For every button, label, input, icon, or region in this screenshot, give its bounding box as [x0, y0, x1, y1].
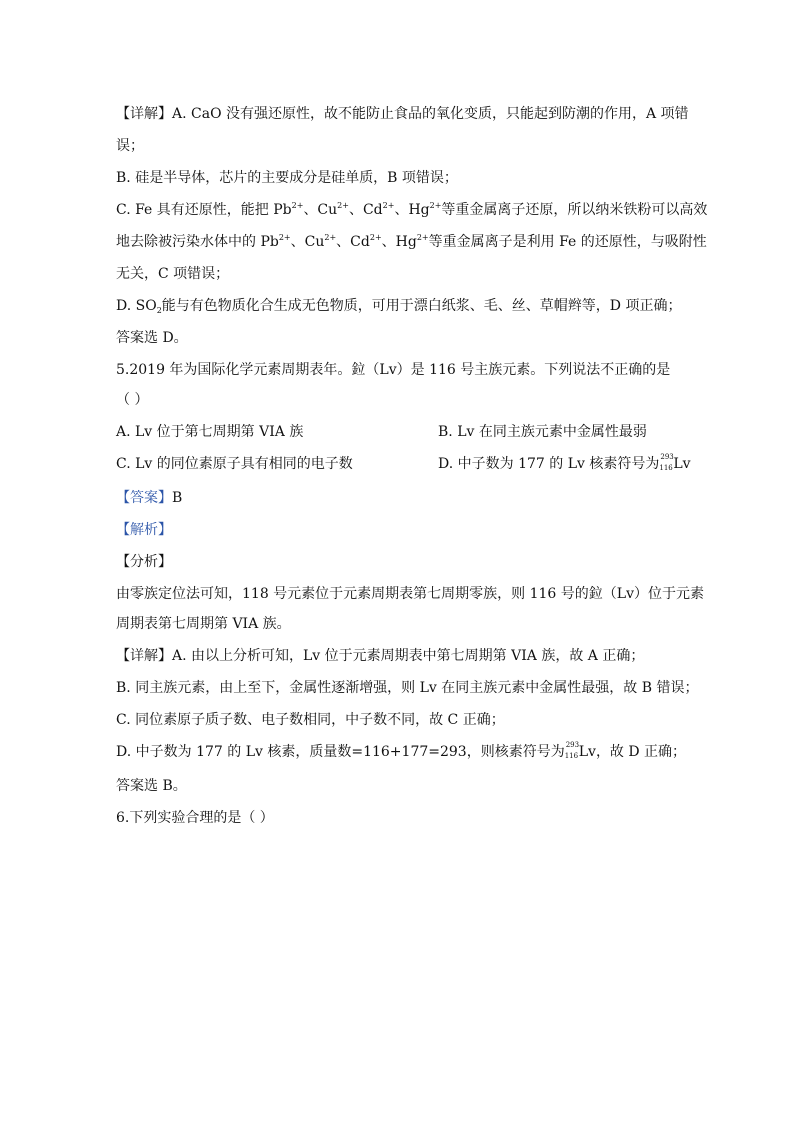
q4-detail-b: B. 硅是半导体，芯片的主要成分是硅单质，B 项错误；: [116, 170, 458, 186]
jiexi-label: 【解析】: [116, 522, 172, 538]
q4-detail-c-line3: 无关，C 项错误；: [116, 266, 230, 282]
q5-answer: 答案选 B。: [116, 778, 187, 794]
option-b: B. Lv 在同主族元素中金属性最弱: [438, 424, 647, 440]
q4-detail-a-line2: 误；: [116, 138, 144, 154]
nuclide-notation: 293 116: [564, 741, 580, 760]
q6-stem: 6.下列实验合理的是（ ）: [116, 810, 274, 826]
q5-detail-b: B. 同主族元素，由上至下，金属性逐渐增强，则 Lv 在同主族元素中金属性最强，故 B 错误；: [116, 680, 699, 696]
q4-answer: 答案选 D。: [116, 330, 188, 346]
q5-detail-c: C. 同位素原子质子数、电子数相同，中子数不同，故 C 正确；: [116, 712, 505, 728]
q5-options-row2: [116, 454, 696, 474]
detail-label: 【详解】: [116, 648, 172, 664]
q5-detail-a: 【详解】A. 由以上分析可知，Lv 位于元素周期表中第七周期第 VIA 族，故 A 正确；: [116, 648, 645, 664]
detail-label: 【详解】: [116, 106, 172, 122]
q5-options-row1: [116, 422, 676, 442]
q4-detail-a-line1: 【详解】A. CaO 没有强还原性，故不能防止食品的氧化变质，只能起到防潮的作用，A 项错: [116, 106, 689, 122]
nuclide-notation: 293 116: [659, 453, 674, 472]
q5-analysis-line2: 周期表第七周期第 VIA 族。: [116, 616, 291, 632]
q5-analysis-line1: 由零族定位法可知，118 号元素位于元素周期表第七周期零族，则 116 号的鉝（Lv）位于元素: [116, 586, 704, 602]
fenxi-label: 【分析】: [116, 554, 172, 570]
answer-label: 【答案】: [116, 490, 172, 506]
answer-value: B: [172, 490, 183, 506]
q5-stem-line1: 5.2019 年为国际化学元素周期表年。鉝（Lv）是 116 号主族元素。下列说法不正确的是: [116, 362, 671, 378]
option-a: A. Lv 位于第七周期第 VIA 族: [116, 424, 304, 440]
option-d: D. 中子数为 177 的 Lv 核素符号为 293 116 Lv: [438, 453, 691, 472]
q4-detail-d: D. $SO_2$能与有色物质化合生成无色物质，可用于漂白纸浆、毛、丝、草帽辫等，D 项正确；: [116, 298, 682, 315]
q5-stem-line2: （ ）: [116, 392, 149, 408]
answer-line: [116, 488, 182, 508]
option-c: C. Lv 的同位素原子具有相同的电子数: [116, 456, 353, 472]
q4-detail-c-line2: 地去除被污染水体中的 $Pb^{2+}$、$Cu^{2+}$、$Cd^{2+}$、$Hg^{2+}$等重金属离子是利用 Fe 的还原性，与吸附性: [116, 233, 707, 250]
q4-detail-c-line1: C. Fe 具有还原性，能把 $Pb^{2+}$、$Cu^{2+}$、$Cd^{2+}$、$Hg^{2+}$等重金属离子还原，所以纳米铁粉可以高效: [116, 201, 708, 218]
q5-detail-d: D. 中子数为 177 的 Lv 核素，质量数=116+177=293，则核素符号为 293 116 Lv，故 D 正确；: [116, 741, 687, 760]
